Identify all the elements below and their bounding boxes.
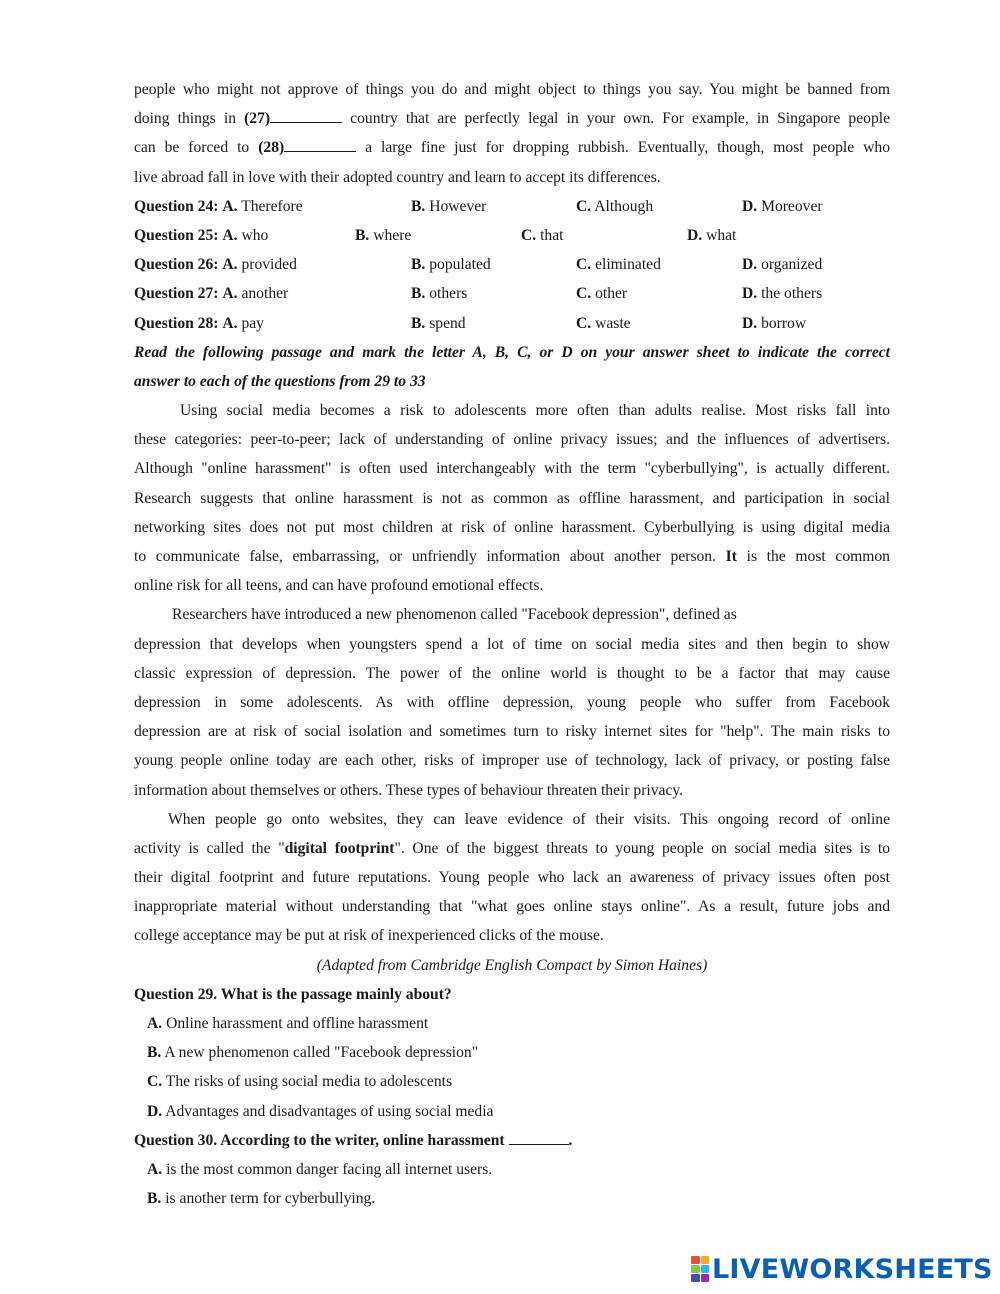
gap-number: (27) — [244, 110, 271, 128]
passage-line: depression that develops when youngsters spend a lot of time on social media sites and then begin to show — [134, 635, 890, 653]
liveworksheets-logo — [691, 1254, 993, 1284]
passage-line: doing things in (27) country that are perfectly legal in your own. For example, in Singapore people — [134, 110, 890, 128]
option-b[interactable]: spend — [429, 314, 466, 332]
question-29-option-a[interactable]: A. Online harassment and offline harassment — [147, 1015, 429, 1032]
instruction-line: answer to each of the questions from 29 to 33 — [134, 372, 426, 390]
passage-line: young people online today are each other, risks of improper use of technology, lack of privacy, or posting false — [134, 752, 890, 770]
passage-line: inappropriate material without understanding that "what goes online stays online". As a result, future jobs and — [134, 898, 890, 916]
logo-block — [691, 1274, 700, 1282]
question-30-option-a[interactable]: A. is the most common danger facing all internet users. — [147, 1160, 493, 1178]
passage-line: Researchers have introduced a new phenomenon called "Facebook depression", defined as — [172, 606, 737, 624]
passage-line: Research suggests that online harassment is not as common as offline harassment, and participation in social — [134, 489, 890, 507]
option-c[interactable]: eliminated — [595, 256, 661, 274]
question-30-blank — [509, 1131, 569, 1145]
option-d[interactable]: Moreover — [761, 197, 823, 215]
passage-line: depression in some adolescents. As with offline depression, young people who suffer from Facebook — [134, 693, 890, 711]
question-25: Question 25: A. who B. where C. that D. what — [134, 226, 737, 244]
passage-line: people who might not approve of things you do and might object to things you say. You might be banned from — [134, 81, 890, 98]
term-digital-footprint: digital footprint — [284, 839, 395, 857]
question-29-option-c[interactable]: C. The risks of using social media to adolescents — [147, 1073, 453, 1091]
option-c[interactable]: other — [595, 285, 628, 303]
passage-line: to communicate false, embarrassing, or unfriendly information about another person. It is the most common — [134, 548, 890, 565]
passage-line: Using social media becomes a risk to adolescents more often than adults realise. Most risks fall into — [180, 402, 890, 420]
option-a[interactable]: pay — [241, 314, 264, 332]
worksheet-page — [134, 75, 890, 1213]
option-d[interactable]: the others — [761, 285, 823, 303]
question-28: Question 28: A. pay B. spend C. waste D. borrow — [134, 314, 807, 332]
option-d[interactable]: what — [706, 226, 737, 244]
option-b[interactable]: However — [429, 197, 487, 215]
option-d[interactable]: organized — [761, 256, 823, 274]
instruction-line: Read the following passage and mark the letter A, B, C, or D on your answer sheet to indicate the correct — [134, 343, 890, 361]
option-c[interactable]: waste — [595, 314, 631, 332]
gap-28-blank[interactable] — [284, 138, 356, 152]
option-d[interactable]: borrow — [761, 314, 807, 332]
passage-line: Although "online harassment" is often used interchangeably with the term "cyberbullying", is actually different. — [134, 460, 890, 478]
option-a[interactable]: another — [241, 285, 289, 303]
logo-block — [701, 1265, 710, 1273]
passage-line: can be forced to (28) a large fine just for dropping rubbish. Eventually, though, most people who — [134, 139, 890, 157]
option-a[interactable]: provided — [241, 256, 297, 274]
gap-27-blank[interactable] — [270, 109, 342, 123]
question-29-stem: Question 29. What is the passage mainly about? — [134, 985, 452, 1003]
passage-line: their digital footprint and future reputations. Young people who lack an awareness of privacy issues often post — [134, 869, 890, 887]
source-citation: (Adapted from Cambridge English Compact by Simon Haines) — [316, 956, 708, 974]
passage-line: When people go onto websites, they can leave evidence of their visits. This ongoing record of online — [168, 810, 890, 828]
question-29-option-d[interactable]: D. Advantages and disadvantages of using social media — [147, 1102, 494, 1120]
passage-line: live abroad fall in love with their adopted country and learn to accept its differences. — [134, 168, 661, 186]
logo-block — [701, 1256, 710, 1264]
passage-line: information about themselves or others. These types of behaviour threaten their privacy. — [134, 781, 684, 799]
passage-line: these categories: peer-to-peer; lack of understanding of online privacy issues; and the influences of advertisers. — [134, 431, 890, 449]
option-c[interactable]: that — [540, 226, 564, 244]
logo-text: LIVEWORKSHEETS — [712, 1253, 993, 1285]
option-c[interactable]: Although — [594, 197, 654, 215]
logo-block — [701, 1274, 710, 1282]
option-a[interactable]: who — [241, 226, 269, 244]
passage-line: online risk for all teens, and can have profound emotional effects. — [134, 577, 544, 595]
option-b[interactable]: populated — [429, 256, 491, 274]
passage-line: networking sites does not put most children at risk of online harassment. Cyberbullying is using digital media — [134, 518, 890, 536]
question-30-option-b[interactable]: B. is another term for cyberbullying. — [147, 1190, 376, 1208]
option-b[interactable]: others — [429, 285, 468, 303]
option-a[interactable]: Therefore — [241, 197, 303, 215]
passage-line: college acceptance may be put at risk of inexperienced clicks of the mouse. — [134, 927, 604, 945]
passage-line: depression are at risk of social isolation and sometimes turn to risky internet sites for "help". The main risks to — [134, 723, 890, 741]
question-24: Question 24: A. Therefore B. However C. Although D. Moreover — [134, 197, 823, 215]
logo-mark-icon — [691, 1256, 709, 1282]
passage-line: activity is called the "digital footprint". One of the biggest threats to young people on social media sites is to — [134, 839, 890, 857]
option-b[interactable]: where — [373, 226, 412, 244]
passage-line: classic expression of depression. The power of the online world is thought to be a factor that may cause — [134, 664, 890, 682]
question-26: Question 26: A. provided B. populated C. eliminated D. organized — [134, 256, 823, 274]
question-27: Question 27: A. another B. others C. other D. the others — [134, 285, 823, 303]
logo-block — [691, 1265, 700, 1273]
logo-block — [691, 1256, 700, 1264]
referent-it: It — [725, 548, 737, 565]
gap-number: (28) — [258, 139, 285, 157]
question-29-option-b[interactable]: B. A new phenomenon called "Facebook depression" — [147, 1044, 479, 1062]
question-30-stem: Question 30. According to the writer, online harassment . — [134, 1131, 573, 1149]
